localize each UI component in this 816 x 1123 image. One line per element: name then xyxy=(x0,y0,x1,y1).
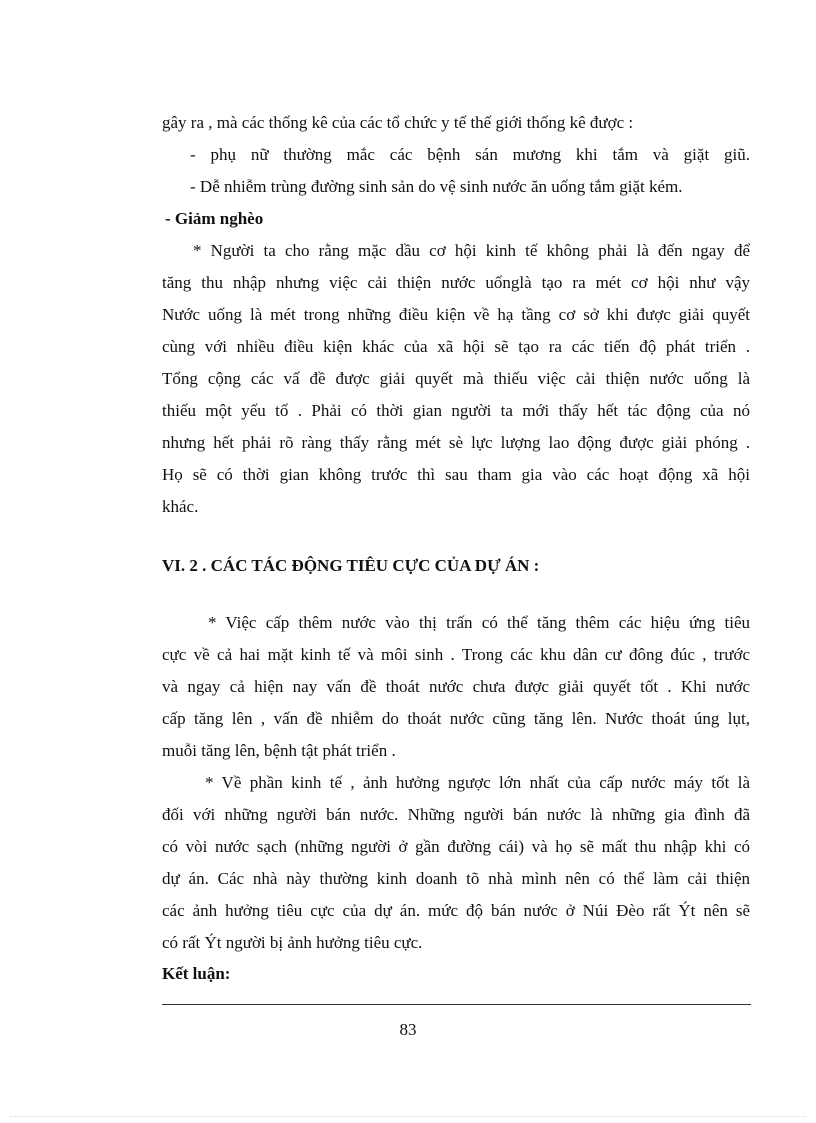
paragraph-line: Tổng cộng các vấ đề được giải quyết mà thiếu việc cải thiện nước uống là xyxy=(162,369,750,388)
paragraph-line: * Về phần kinh tế , ảnh hưởng ngược lớn nhất của cấp nước máy tốt là xyxy=(205,773,750,792)
paragraph-line: nhưng hết phải rõ ràng thấy rằng mét sè lực lượng lao động được giải phóng . xyxy=(162,433,750,452)
paragraph-line: cực về cả hai mặt kinh tế và môi sinh . Trong các khu dân cư đông đúc , trước xyxy=(162,645,750,664)
paragraph-line: Họ sẽ có thời gian không trước thì sau tham gia vào các hoạt động xã hội xyxy=(162,465,750,484)
paragraph-line: các ảnh hưởng tiêu cực của dự án. mức độ bán nước ở Núi Đèo rất Ýt nên sẽ xyxy=(162,901,750,920)
paragraph-line: gây ra , mà các thống kê của các tổ chức y tế thế giới thống kê được : xyxy=(162,113,634,132)
paragraph-line: muỗi tăng lên, bệnh tật phát triển . xyxy=(162,741,396,760)
paragraph-line: cấp tăng lên , vấn đề nhiễm do thoát nước cũng tăng lên. Nước thoát úng lụt, xyxy=(162,709,750,728)
paragraph-line: Nước uống là mét trong những điều kiện về hạ tầng cơ sở khi được giải quyết xyxy=(162,305,750,324)
paragraph-line: khác. xyxy=(162,497,199,516)
paragraph-line: dự án. Các nhà này thường kinh doanh tõ nhà mình nên có thể làm cải thiện xyxy=(162,869,750,888)
paragraph-line: cùng với nhiều điều kiện khác của xã hội sẽ tạo ra các tiến độ phát triển . xyxy=(162,337,750,356)
footer-divider xyxy=(162,1004,751,1005)
paragraph-line: tăng thu nhập nhưng việc cải thiện nước uốnglà tạo ra mét cơ hội như vậy xyxy=(162,273,750,292)
paragraph-line: * Người ta cho rằng mặc dầu cơ hội kinh tế không phải là đến ngay để xyxy=(193,241,750,260)
bullet-line: - Dễ nhiễm trùng đường sinh sản do vệ sinh nước ăn uống tắm giặt kém. xyxy=(190,177,683,196)
paragraph-line: và ngay cả hiện nay vấn đề thoát nước chưa được giải quyết tốt . Khi nước xyxy=(162,677,750,696)
section-heading-poverty: - Giảm nghèo xyxy=(165,209,264,228)
conclusion-heading: Kết luận: xyxy=(162,964,231,983)
paragraph-line: * Việc cấp thêm nước vào thị trấn có thể tăng thêm các hiệu ứng tiêu xyxy=(208,613,750,632)
paragraph-line: có vòi nước sạch (những người ở gần đường cái) và họ sẽ mất thu nhập khi có xyxy=(162,837,750,856)
paragraph-line: có rất Ýt người bị ảnh hưởng tiêu cực. xyxy=(162,933,423,952)
section-heading-negative-impacts: VI. 2 . CÁC TÁC ĐỘNG TIÊU CỰC CỦA DỰ ÁN : xyxy=(162,556,540,575)
page-bottom-border xyxy=(10,1116,806,1117)
paragraph-line: đối với những người bán nước. Những người bán nước là những gia đình đã xyxy=(162,805,750,824)
paragraph-line: thiếu một yếu tố . Phải có thời gian người ta mới thấy hết tác động của nó xyxy=(162,401,750,420)
bullet-line: - phụ nữ thường mắc các bệnh sán mương khi tắm và giặt giũ. xyxy=(190,145,750,164)
page-number: 83 xyxy=(399,1020,417,1039)
